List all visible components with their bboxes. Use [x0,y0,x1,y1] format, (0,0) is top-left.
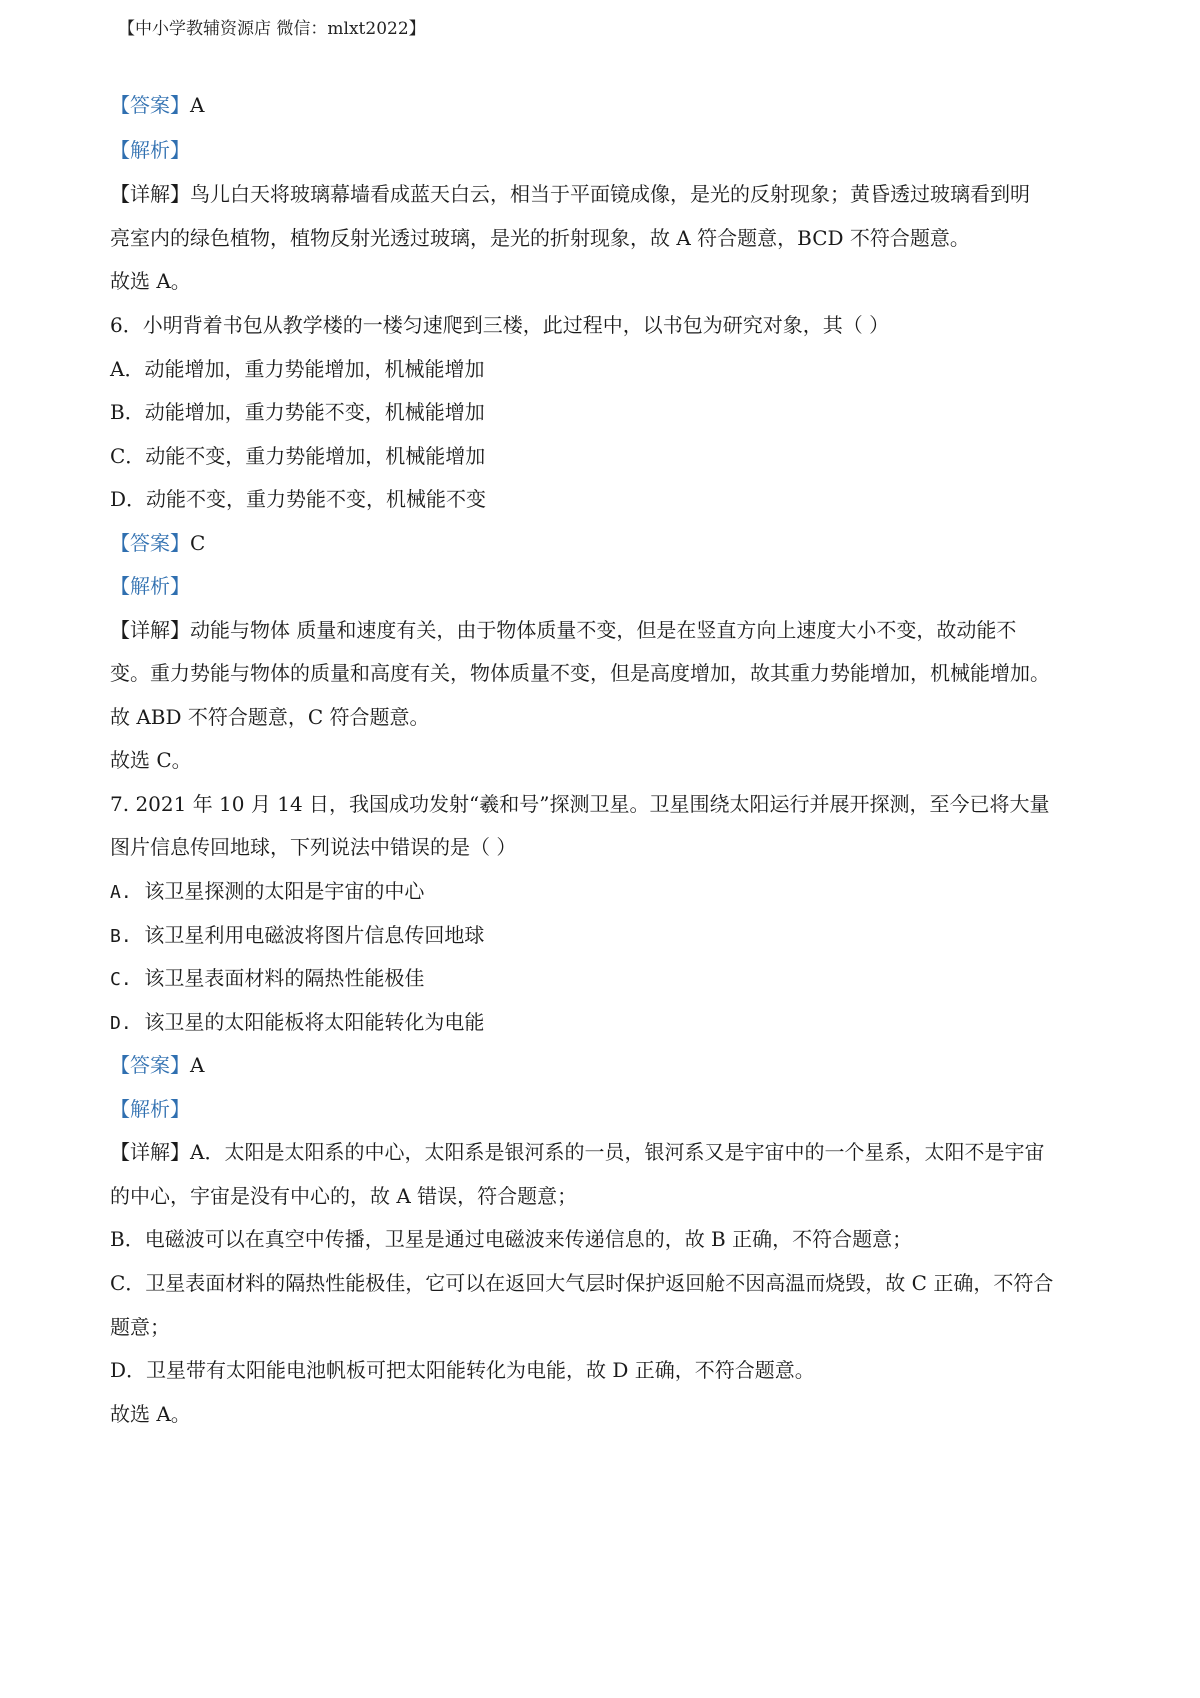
q7-detail-line: B．电磁波可以在真空中传播，卫星是通过电磁波来传递信息的，故 B 正确，不符合题意； [110,1227,913,1251]
q5-analysis-tag: 【解析】 [110,138,190,162]
q7-option-b [110,921,1100,951]
q7-detail-line: 的中心，宇宙是没有中心的，故 A 错误，符合题意； [110,1184,578,1208]
q7-analysis-tag: 【解析】 [110,1097,190,1121]
q5-choose: 故选 A。 [110,269,191,293]
q7-answer-line [110,1051,1100,1079]
option-letter: A. [110,882,132,903]
watermark-header: 【中小学教辅资源店 微信：mlxt2022】 [118,19,426,39]
q6-analysis-tag: 【解析】 [110,574,190,598]
answer-value: C [190,531,206,555]
option-letter: B. [110,926,132,947]
q7-stem-line: 图片信息传回地球，下列说法中错误的是（ ） [110,835,517,859]
q6-choose: 故选 C。 [110,748,192,772]
answer-value: A [190,93,205,117]
q7-detail-line: D．卫星带有太阳能电池帆板可把太阳能转化为电能，故 D 正确，不符合题意。 [110,1358,815,1382]
q7-option-a [110,877,1100,907]
option-text: 该卫星的太阳能板将太阳能转化为电能 [144,1010,485,1034]
q6-answer-line [110,529,1100,557]
q7-option-c [110,964,1100,994]
q7-choose: 故选 A。 [110,1402,191,1426]
q7-option-d [110,1008,1100,1038]
answer-tag: 【答案】 [110,93,190,117]
option-letter: C. [110,969,132,990]
q6-detail-line: 故 ABD 不符合题意，C 符合题意。 [110,705,430,729]
q6-detail-line: 【详解】动能与物体 质量和速度有关，由于物体质量不变，但是在竖直方向上速度大小不变，故动能不 [110,618,1017,642]
q7-detail-line: C．卫星表面材料的隔热性能极佳，它可以在返回大气层时保护返回舱不因高温而烧毁，故 C 正确，不符合 [110,1271,1054,1295]
q7-detail-line: 【详解】A．太阳是太阳系的中心，太阳系是银河系的一员，银河系又是宇宙中的一个星系，太阳不是宇宙 [110,1140,1045,1164]
q5-answer-line [110,91,1100,119]
q6-stem: 6．小明背着书包从教学楼的一楼匀速爬到三楼，此过程中，以书包为研究对象，其（ ） [110,313,890,337]
q5-detail-line: 亮室内的绿色植物，植物反射光透过玻璃，是光的折射现象，故 A 符合题意，BCD 不符合题意。 [110,226,970,250]
q6-option-c: C．动能不变，重力势能增加，机械能增加 [110,444,486,468]
answer-tag: 【答案】 [110,531,190,555]
q6-option-a: A．动能增加，重力势能增加，机械能增加 [110,357,485,381]
option-letter: D. [110,1013,132,1034]
q6-option-b: B．动能增加，重力势能不变，机械能增加 [110,400,485,424]
q6-detail-line: 变。重力势能与物体的质量和高度有关，物体质量不变，但是高度增加，故其重力势能增加，机械能增加。 [110,661,1050,685]
option-text: 该卫星利用电磁波将图片信息传回地球 [144,923,485,947]
q6-option-d: D．动能不变，重力势能不变，机械能不变 [110,487,487,511]
option-text: 该卫星表面材料的隔热性能极佳 [144,966,425,990]
q5-detail-line: 【详解】鸟儿白天将玻璃幕墙看成蓝天白云，相当于平面镜成像，是光的反射现象；黄昏透过玻璃看到明 [110,182,1030,206]
q7-detail-line: 题意； [110,1315,170,1339]
answer-tag: 【答案】 [110,1053,190,1077]
option-text: 该卫星探测的太阳是宇宙的中心 [144,879,425,903]
q7-stem-line: 7. 2021 年 10 月 14 日，我国成功发射“羲和号”探测卫星。卫星围绕太阳运行并展开探测，至今已将大量 [110,792,1050,816]
answer-value: A [190,1053,205,1077]
